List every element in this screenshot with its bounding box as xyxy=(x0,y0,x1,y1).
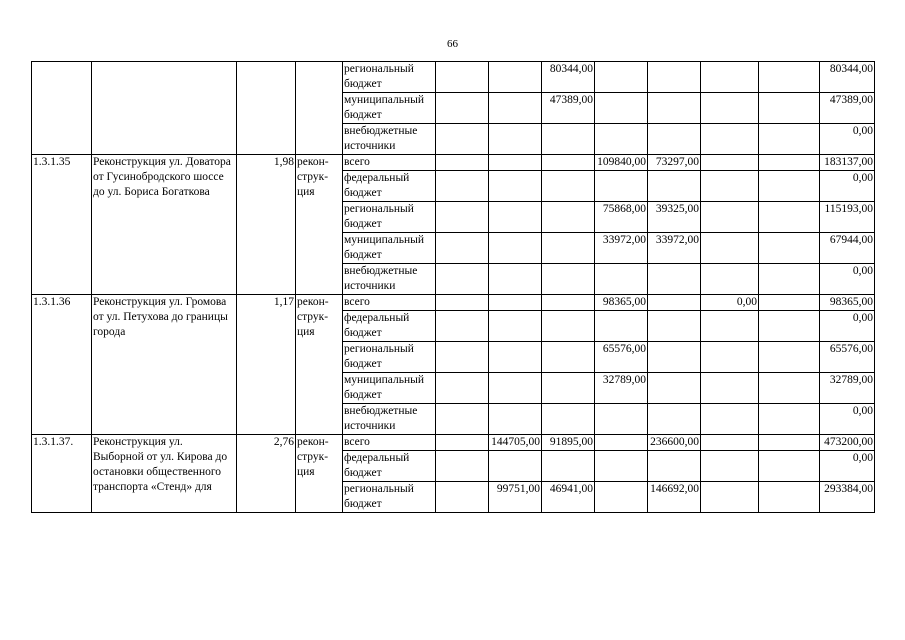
amount-value: 236600,00 xyxy=(648,435,701,451)
amount-value xyxy=(595,482,648,513)
funding-source: муниципальный бюджет xyxy=(343,373,436,404)
amount-value xyxy=(701,482,759,513)
table-row xyxy=(32,62,875,93)
amount-value xyxy=(701,155,759,171)
table-row xyxy=(32,155,875,171)
amount-value xyxy=(759,233,820,264)
amount-value xyxy=(595,62,648,93)
funding-source: всего xyxy=(343,295,436,311)
amount-value xyxy=(759,435,820,451)
amount-value xyxy=(759,62,820,93)
amount-value: 146692,00 xyxy=(648,482,701,513)
work-type: рекон-струк-ция xyxy=(296,155,343,295)
amount-value xyxy=(648,451,701,482)
amount-value xyxy=(542,311,595,342)
amount-value xyxy=(436,124,489,155)
amount-value xyxy=(759,451,820,482)
amount-value xyxy=(595,451,648,482)
total-value: 32789,00 xyxy=(820,373,875,404)
amount-value xyxy=(542,264,595,295)
amount-value xyxy=(489,202,542,233)
amount-value xyxy=(595,435,648,451)
amount-value xyxy=(489,342,542,373)
total-value: 80344,00 xyxy=(820,62,875,93)
total-value: 0,00 xyxy=(820,124,875,155)
amount-value: 39325,00 xyxy=(648,202,701,233)
amount-value xyxy=(648,171,701,202)
amount-value xyxy=(436,202,489,233)
amount-value: 33972,00 xyxy=(648,233,701,264)
funding-source: внебюджетные источники xyxy=(343,124,436,155)
project-code xyxy=(32,62,92,155)
amount-value xyxy=(542,295,595,311)
amount-value xyxy=(648,264,701,295)
amount-value xyxy=(542,451,595,482)
table-row xyxy=(32,295,875,311)
amount-value: 65576,00 xyxy=(595,342,648,373)
amount-value xyxy=(759,124,820,155)
amount-value xyxy=(701,435,759,451)
total-value: 293384,00 xyxy=(820,482,875,513)
amount-value xyxy=(759,404,820,435)
project-code: 1.3.1.35 xyxy=(32,155,92,295)
amount-value xyxy=(701,93,759,124)
amount-value xyxy=(595,264,648,295)
project-length: 1,98 xyxy=(237,155,296,295)
amount-value xyxy=(436,62,489,93)
total-value: 67944,00 xyxy=(820,233,875,264)
amount-value xyxy=(489,155,542,171)
funding-source: федеральный бюджет xyxy=(343,171,436,202)
total-value: 0,00 xyxy=(820,171,875,202)
total-value: 0,00 xyxy=(820,311,875,342)
amount-value xyxy=(489,93,542,124)
amount-value xyxy=(759,311,820,342)
amount-value xyxy=(648,342,701,373)
funding-source: муниципальный бюджет xyxy=(343,233,436,264)
amount-value: 46941,00 xyxy=(542,482,595,513)
amount-value xyxy=(436,295,489,311)
amount-value xyxy=(701,311,759,342)
amount-value xyxy=(436,155,489,171)
amount-value xyxy=(759,295,820,311)
funding-source: внебюджетные источники xyxy=(343,264,436,295)
amount-value xyxy=(701,202,759,233)
amount-value xyxy=(542,233,595,264)
page-number: 66 xyxy=(447,38,458,50)
amount-value xyxy=(759,264,820,295)
amount-value xyxy=(759,373,820,404)
amount-value xyxy=(648,62,701,93)
funding-source: региональный бюджет xyxy=(343,482,436,513)
funding-source: региональный бюджет xyxy=(343,202,436,233)
amount-value xyxy=(648,295,701,311)
amount-value xyxy=(701,451,759,482)
project-length: 1,17 xyxy=(237,295,296,435)
amount-value: 33972,00 xyxy=(595,233,648,264)
amount-value xyxy=(701,342,759,373)
amount-value xyxy=(489,404,542,435)
amount-value: 73297,00 xyxy=(648,155,701,171)
amount-value xyxy=(542,202,595,233)
amount-value xyxy=(595,404,648,435)
project-name xyxy=(92,62,237,155)
table-body xyxy=(32,62,875,513)
work-type: рекон-струк-ция xyxy=(296,435,343,513)
amount-value: 75868,00 xyxy=(595,202,648,233)
amount-value xyxy=(436,171,489,202)
amount-value xyxy=(489,264,542,295)
amount-value xyxy=(489,295,542,311)
amount-value xyxy=(759,171,820,202)
funding-source: региональный бюджет xyxy=(343,342,436,373)
amount-value xyxy=(489,311,542,342)
project-name: Реконструкция ул. Доватора от Гусинобродского шоссе до ул. Бориса Богаткова xyxy=(92,155,237,295)
amount-value: 47389,00 xyxy=(542,93,595,124)
amount-value xyxy=(436,451,489,482)
amount-value: 91895,00 xyxy=(542,435,595,451)
total-value: 473200,00 xyxy=(820,435,875,451)
table-row xyxy=(32,435,875,451)
amount-value xyxy=(542,171,595,202)
amount-value xyxy=(436,482,489,513)
amount-value xyxy=(436,404,489,435)
amount-value xyxy=(648,404,701,435)
amount-value: 144705,00 xyxy=(489,435,542,451)
amount-value xyxy=(436,311,489,342)
amount-value xyxy=(595,93,648,124)
funding-source: муниципальный бюджет xyxy=(343,93,436,124)
amount-value xyxy=(701,171,759,202)
amount-value xyxy=(489,62,542,93)
budget-table xyxy=(31,61,875,513)
total-value: 0,00 xyxy=(820,404,875,435)
amount-value xyxy=(542,124,595,155)
amount-value: 99751,00 xyxy=(489,482,542,513)
amount-value xyxy=(648,93,701,124)
project-length xyxy=(237,62,296,155)
amount-value xyxy=(759,482,820,513)
amount-value xyxy=(701,233,759,264)
amount-value xyxy=(595,124,648,155)
amount-value xyxy=(701,404,759,435)
total-value: 0,00 xyxy=(820,451,875,482)
amount-value xyxy=(542,342,595,373)
amount-value: 80344,00 xyxy=(542,62,595,93)
amount-value xyxy=(436,342,489,373)
work-type xyxy=(296,62,343,155)
amount-value xyxy=(489,171,542,202)
project-name: Реконструкция ул. Громова от ул. Петухова до границы города xyxy=(92,295,237,435)
amount-value xyxy=(542,404,595,435)
funding-source: региональный бюджет xyxy=(343,62,436,93)
project-code: 1.3.1.36 xyxy=(32,295,92,435)
amount-value xyxy=(542,155,595,171)
amount-value xyxy=(759,155,820,171)
amount-value xyxy=(542,373,595,404)
amount-value: 109840,00 xyxy=(595,155,648,171)
total-value: 0,00 xyxy=(820,264,875,295)
amount-value xyxy=(701,124,759,155)
amount-value xyxy=(759,202,820,233)
amount-value xyxy=(701,62,759,93)
amount-value xyxy=(595,171,648,202)
project-code: 1.3.1.37. xyxy=(32,435,92,513)
total-value: 65576,00 xyxy=(820,342,875,373)
amount-value xyxy=(701,373,759,404)
total-value: 98365,00 xyxy=(820,295,875,311)
amount-value: 98365,00 xyxy=(595,295,648,311)
amount-value xyxy=(701,264,759,295)
funding-source: всего xyxy=(343,155,436,171)
funding-source: федеральный бюджет xyxy=(343,451,436,482)
total-value: 115193,00 xyxy=(820,202,875,233)
project-length: 2,76 xyxy=(237,435,296,513)
amount-value xyxy=(436,264,489,295)
work-type: рекон-струк-ция xyxy=(296,295,343,435)
amount-value xyxy=(648,124,701,155)
amount-value xyxy=(436,93,489,124)
project-name: Реконструкция ул. Выборной от ул. Кирова до остановки общественного транспорта «Стенд» для xyxy=(92,435,237,513)
amount-value xyxy=(489,233,542,264)
amount-value xyxy=(436,233,489,264)
amount-value xyxy=(759,93,820,124)
amount-value: 0,00 xyxy=(701,295,759,311)
amount-value xyxy=(648,311,701,342)
amount-value xyxy=(436,373,489,404)
amount-value xyxy=(595,311,648,342)
total-value: 183137,00 xyxy=(820,155,875,171)
amount-value xyxy=(489,451,542,482)
amount-value xyxy=(489,124,542,155)
funding-source: внебюджетные источники xyxy=(343,404,436,435)
amount-value xyxy=(489,373,542,404)
total-value: 47389,00 xyxy=(820,93,875,124)
amount-value: 32789,00 xyxy=(595,373,648,404)
funding-source: всего xyxy=(343,435,436,451)
amount-value xyxy=(436,435,489,451)
funding-source: федеральный бюджет xyxy=(343,311,436,342)
amount-value xyxy=(648,373,701,404)
amount-value xyxy=(759,342,820,373)
